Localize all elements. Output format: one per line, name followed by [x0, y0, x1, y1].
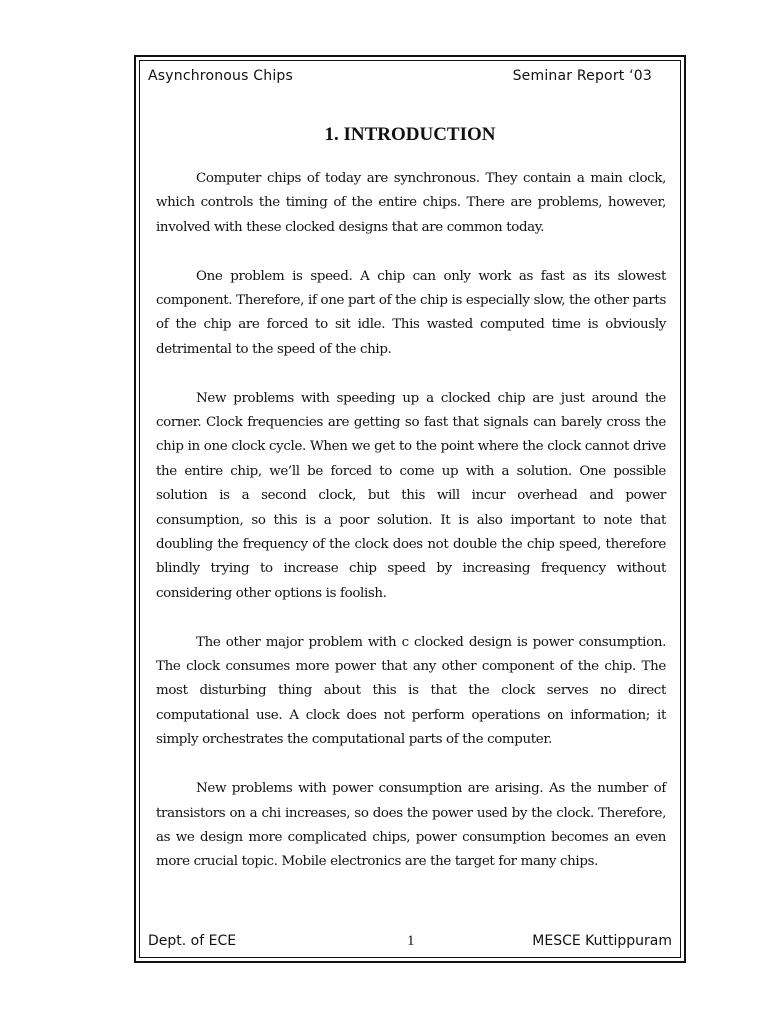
paragraph: New problems with speeding up a clocked chip are just around the corner. Clock frequencies are getting so fast that signals can barely cross the chip in one clock cycle. When we get to the point where the clock cannot drive the entire chip, we’ll be forced to come up with a solution. One possible solution is a second clock, but this will incur overhead and power consumption, so this is a poor solution. It is also important to note that doubling the frequency of the clock does not double the chip speed, therefore blindly trying to increase chip speed by increasing frequency without considering other options is foolish.	[156, 390, 666, 601]
page-footer	[148, 933, 672, 953]
page-header	[148, 68, 652, 88]
paragraph: New problems with power consumption are arising. As the number of transistors on a chi increases, so does the power used by the clock. Therefore, as we design more complicated chips, power consumption becomes an even more crucial topic. Mobile electronics are the target for many chips.	[156, 781, 666, 870]
body-text	[156, 167, 666, 899]
header-document-title: Asynchronous Chips	[148, 68, 293, 84]
page-number: 1	[407, 933, 415, 949]
paragraph: Computer chips of today are synchronous. They contain a main clock, which controls the timing of the entire chips. There are problems, however, involved with these clocked designs that are common today.	[156, 171, 666, 235]
footer-institution: MESCE Kuttippuram	[532, 933, 672, 949]
footer-department: Dept. of ECE	[148, 933, 237, 949]
paragraph: One problem is speed. A chip can only work as fast as its slowest component. Therefore, if one part of the chip is especially slow, the other parts of the chip are forced to sit idle. This wasted computed time is obviously detrimental to the speed of the chip.	[156, 268, 666, 357]
section-title: 1. INTRODUCTION	[324, 124, 496, 145]
header-report-label: Seminar Report ‘03	[512, 68, 652, 84]
paragraph: The other major problem with c clocked design is power consumption. The clock consumes more power that any other component of the chip. The most disturbing thing about this is that the clock serves no direct computational use. A clock does not perform operations on information; it simply orchestrates the computational parts of the computer.	[156, 634, 666, 748]
